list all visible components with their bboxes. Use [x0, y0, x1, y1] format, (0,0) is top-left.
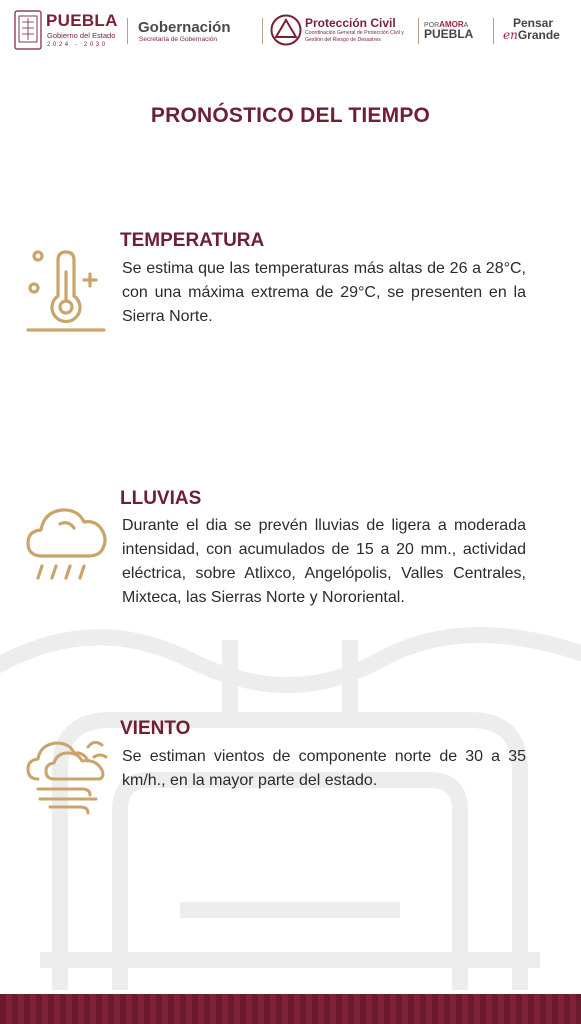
state-seal-icon [14, 10, 42, 50]
rain-heading: LLUVIAS [120, 488, 202, 509]
gobernacion-logo-subtitle: Secretaría de Gobernación [139, 36, 218, 43]
temperature-heading: TEMPERATURA [120, 230, 265, 251]
thermometer-icon [24, 246, 108, 336]
header-divider [127, 18, 128, 44]
puebla-logo-title: PUEBLA [46, 11, 118, 30]
header-divider [418, 18, 419, 44]
wind-text: Se estiman vientos de componente norte de 30 a 35 km/h., en la mayor parte del estado. [122, 748, 526, 789]
temperature-text: Se estima que las temperaturas más altas de 26 a 28°C, con una máxima extrema de 29°C, se presenten en la Sierra Norte. [122, 260, 526, 325]
page-title: PRONÓSTICO DEL TIEMPO [150, 104, 431, 127]
por-amor-logo-top: PORAMORA [424, 20, 469, 29]
proteccion-civil-logo-subtitle: Coordinación General de Protección Civil y Gestión del Riesgo de Desastres [305, 30, 404, 43]
por-amor-logo-bottom: PUEBLA [424, 27, 474, 41]
pensar-logo-bottom: enGrande [503, 28, 560, 42]
rain-text: Durante el dia se prevén lluvias de ligera a moderada intensidad, con acumulados de 15 a 20 mm., actividad eléctrica, sobre Atlixco, Angelópolis, Valles Centrales, Mixteca, las Sierras Norte y Nororiental. [122, 517, 526, 606]
puebla-logo-subtitle: Gobierno del Estado [47, 31, 116, 40]
header-divider [493, 18, 494, 44]
header-divider [262, 18, 263, 44]
puebla-logo-years: 2024 - 2030 [47, 42, 108, 48]
proteccion-civil-emblem-icon [270, 14, 302, 46]
pensar-logo-top: Pensar [513, 16, 554, 30]
wind-cloud-icon [24, 735, 110, 815]
gobernacion-logo-title: Gobernación [138, 19, 231, 36]
header-logos [0, 0, 581, 60]
wind-heading: VIENTO [120, 718, 191, 739]
rain-cloud-icon [24, 500, 110, 582]
proteccion-civil-logo-title: Protección Civil [305, 16, 396, 30]
footer-pattern-band [0, 994, 581, 1024]
